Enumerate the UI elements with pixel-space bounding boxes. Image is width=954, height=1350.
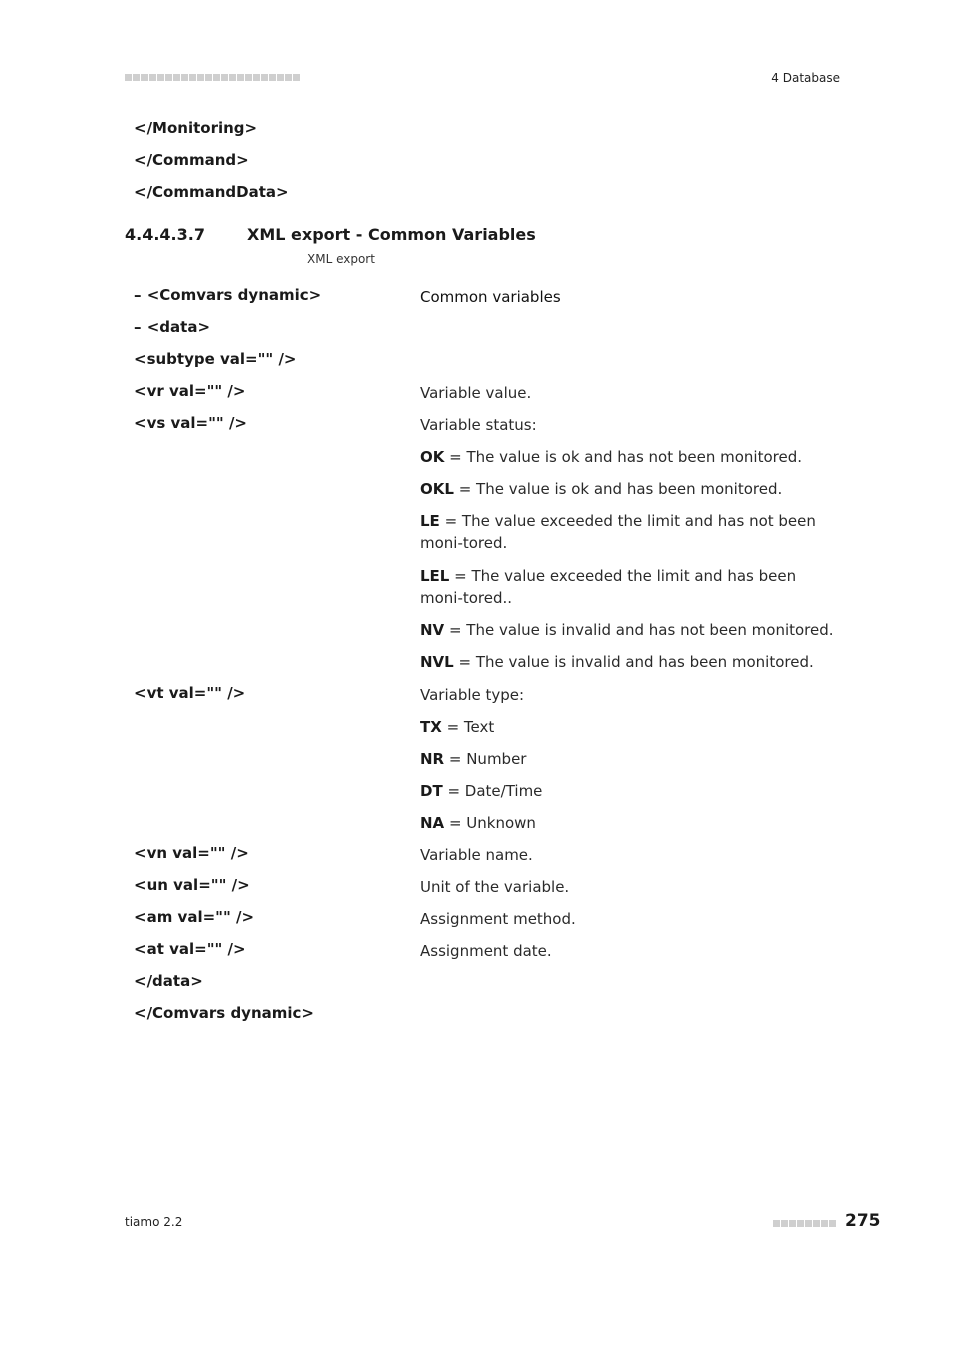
row-desc: Variable name. bbox=[420, 846, 533, 864]
row-key: </Comvars dynamic> bbox=[134, 1004, 314, 1022]
row-desc: Unit of the variable. bbox=[420, 878, 570, 896]
type-tx: TX = Text bbox=[420, 718, 495, 736]
row-key: </data> bbox=[134, 972, 203, 990]
row-key: <am val="" /> bbox=[134, 908, 255, 926]
status-le: LE = The value exceeded the limit and has not been moni-tored. bbox=[420, 512, 816, 552]
closing-tag-command: </Command> bbox=[134, 151, 249, 169]
row-key: <vr val="" /> bbox=[134, 382, 246, 400]
row-desc: Variable value. bbox=[420, 384, 532, 402]
row-key: – <Comvars dynamic> bbox=[134, 286, 322, 304]
chapter-title: 4 Database bbox=[771, 71, 840, 85]
row-desc: Assignment date. bbox=[420, 942, 552, 960]
row-key: <subtype val="" /> bbox=[134, 350, 297, 368]
row-key: – <data> bbox=[134, 318, 211, 336]
footer-decoration bbox=[773, 1220, 836, 1227]
type-nr: NR = Number bbox=[420, 750, 527, 768]
section-heading bbox=[125, 225, 536, 244]
type-dt: DT = Date/Time bbox=[420, 782, 543, 800]
footer-product: tiamo 2.2 bbox=[125, 1215, 183, 1229]
row-desc: Assignment method. bbox=[420, 910, 576, 928]
closing-tag-commanddata: </CommandData> bbox=[134, 183, 289, 201]
row-key: <vt val="" /> bbox=[134, 684, 246, 702]
type-na: NA = Unknown bbox=[420, 814, 536, 832]
status-lel: LEL = The value exceeded the limit and has been moni-tored.. bbox=[420, 567, 797, 607]
row-desc: Variable status: bbox=[420, 416, 537, 434]
row-key: <vs val="" /> bbox=[134, 414, 248, 432]
status-nv: NV = The value is invalid and has not been monitored. bbox=[420, 621, 834, 639]
status-nvl: NVL = The value is invalid and has been monitored. bbox=[420, 653, 814, 671]
row-key: <vn val="" /> bbox=[134, 844, 249, 862]
row-key: <un val="" /> bbox=[134, 876, 250, 894]
status-ok: OK = The value is ok and has not been monitored. bbox=[420, 448, 803, 466]
section-caption: XML export bbox=[307, 252, 375, 266]
row-key: <at val="" /> bbox=[134, 940, 246, 958]
closing-tag-monitoring: </Monitoring> bbox=[134, 119, 258, 137]
header-decoration bbox=[125, 74, 300, 81]
status-okl: OKL = The value is ok and has been monitored. bbox=[420, 480, 783, 498]
row-desc: Variable type: bbox=[420, 686, 525, 704]
page-number: 275 bbox=[845, 1211, 881, 1231]
row-desc: Common variables bbox=[420, 288, 561, 306]
section-title: XML export - Common Variables bbox=[247, 225, 536, 244]
section-number: 4.4.4.3.7 bbox=[125, 225, 205, 244]
